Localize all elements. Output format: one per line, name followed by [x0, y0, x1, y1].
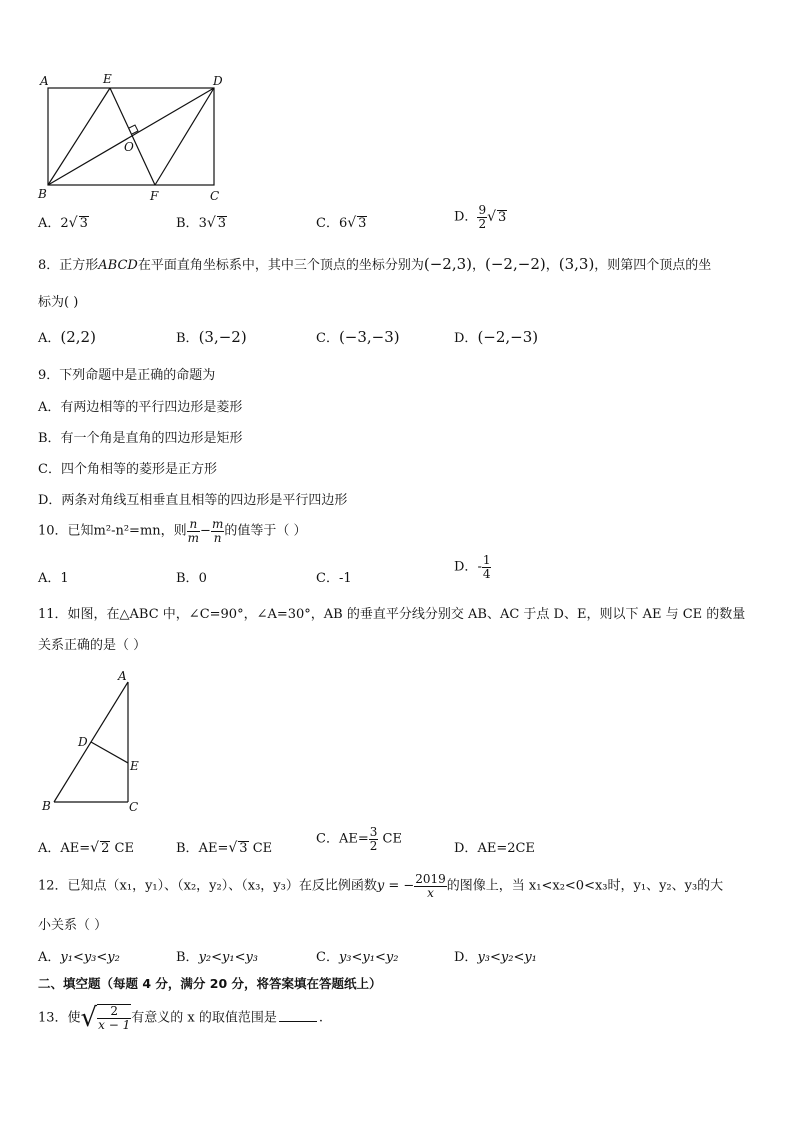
q9-option-a[interactable]: A．有两边相等的平行四边形是菱形: [38, 400, 243, 415]
diagonal-bd: [48, 88, 214, 185]
q12-option-d[interactable]: D．y₃<y₂<y₁: [454, 950, 537, 965]
q10-option-c[interactable]: C．-1: [316, 571, 352, 586]
q8-option-b[interactable]: B．(3,−2): [176, 328, 247, 346]
fig11-label-e: E: [130, 759, 139, 773]
q13-stem: 13．使√ $\frac{2}{x - 1}$ 有意义的 x 的取值范围是 .: [38, 1003, 323, 1033]
q7-option-b[interactable]: B．3√ 3: [176, 215, 227, 231]
q9-option-c[interactable]: C．四个角相等的菱形是正方形: [38, 462, 217, 477]
q9-option-b[interactable]: B．有一个角是直角的四边形是矩形: [38, 431, 243, 446]
q10-option-b[interactable]: B．0: [176, 571, 207, 586]
q11-option-d[interactable]: D．AE=2CE: [454, 841, 535, 856]
fig7-label-a: A: [40, 74, 49, 88]
q8-option-c[interactable]: C．(−3,−3): [316, 328, 400, 346]
q12-option-b[interactable]: B．y₂<y₁<y₃: [176, 950, 259, 965]
q12-option-a[interactable]: A．y₁<y₃<y₂: [38, 950, 120, 965]
fig7-label-f: F: [150, 189, 159, 203]
q12-stem-line1: 12．已知点（x₁，y₁）、（x₂，y₂）、（x₃，y₃）在反比例函数y = − $\frac{2019}{x}$ 的图像上，当 x₁<x₂<0<x₃时，y₁、y₂、y₃的大: [38, 872, 724, 900]
q11-option-c[interactable]: C．AE= $\frac{3}{2}$ CE: [316, 825, 402, 853]
q7-figure: [34, 70, 234, 205]
q8-option-d[interactable]: D．(−2,−3): [454, 328, 539, 346]
q8-option-a[interactable]: A．(2,2): [38, 328, 96, 346]
q11-stem-line2: 关系正确的是（ ）: [38, 638, 147, 653]
answer-blank[interactable]: [279, 1021, 317, 1022]
q9-option-d[interactable]: D．两条对角线互相垂直且相等的四边形是平行四边形: [38, 493, 348, 508]
fig7-label-c: C: [210, 189, 220, 203]
fig11-label-c: C: [129, 800, 139, 814]
q12-stem-line2: 小关系（ ）: [38, 918, 108, 933]
q11-option-b[interactable]: B．AE=√ 3 CE: [176, 840, 273, 856]
q12-option-c[interactable]: C．y₃<y₁<y₂: [316, 950, 399, 965]
q11-stem-line1: 11．如图，在△ABC 中，∠C=90°，∠A=30°，AB 的垂直平分线分别交 AB、AC 于点 D、E，则以下 AE 与 CE 的数量: [38, 607, 746, 622]
q10-option-d[interactable]: D．- $\frac{1}{4}$: [454, 553, 491, 581]
segment-de: [91, 742, 128, 763]
fig7-label-d: D: [213, 74, 223, 88]
q7-option-d[interactable]: D． $\frac{9}{2}$ √ 3: [454, 203, 507, 231]
fig7-label-o: O: [124, 140, 134, 154]
q9-stem: 9．下列命题中是正确的命题为: [38, 368, 216, 383]
fig11-label-b: B: [42, 799, 51, 813]
segment-ef: [110, 88, 155, 185]
q7-option-c[interactable]: C．6√ 3: [316, 215, 367, 231]
fig11-label-d: D: [78, 735, 88, 749]
q7-option-a[interactable]: A．2√ 3: [38, 215, 88, 231]
q11-figure: [36, 668, 156, 816]
segment-be: [48, 88, 110, 185]
fig7-label-b: B: [38, 187, 47, 201]
q8-stem-line2: 标为( ): [38, 295, 79, 310]
segment-fd: [155, 88, 214, 185]
section-title: 二、填空题（每题 4 分，满分 20 分，将答案填在答题纸上）: [38, 976, 382, 991]
fig7-label-e: E: [103, 72, 112, 86]
q10-stem: 10．已知m²-n²=mn，则 $\frac{n}{m}$ − $\frac{m}{n}$ 的值等于（ ）: [38, 517, 307, 545]
q11-option-a[interactable]: A．AE=√ 2 CE: [38, 840, 134, 856]
q10-option-a[interactable]: A．1: [38, 571, 69, 586]
fig11-label-a: A: [118, 669, 127, 683]
q8-stem-line1: 8．正方形ABCD在平面直角坐标系中，其中三个顶点的坐标分别为(−2,3)，(−2,−2)，(3,3)，则第四个顶点的坐: [38, 255, 712, 273]
